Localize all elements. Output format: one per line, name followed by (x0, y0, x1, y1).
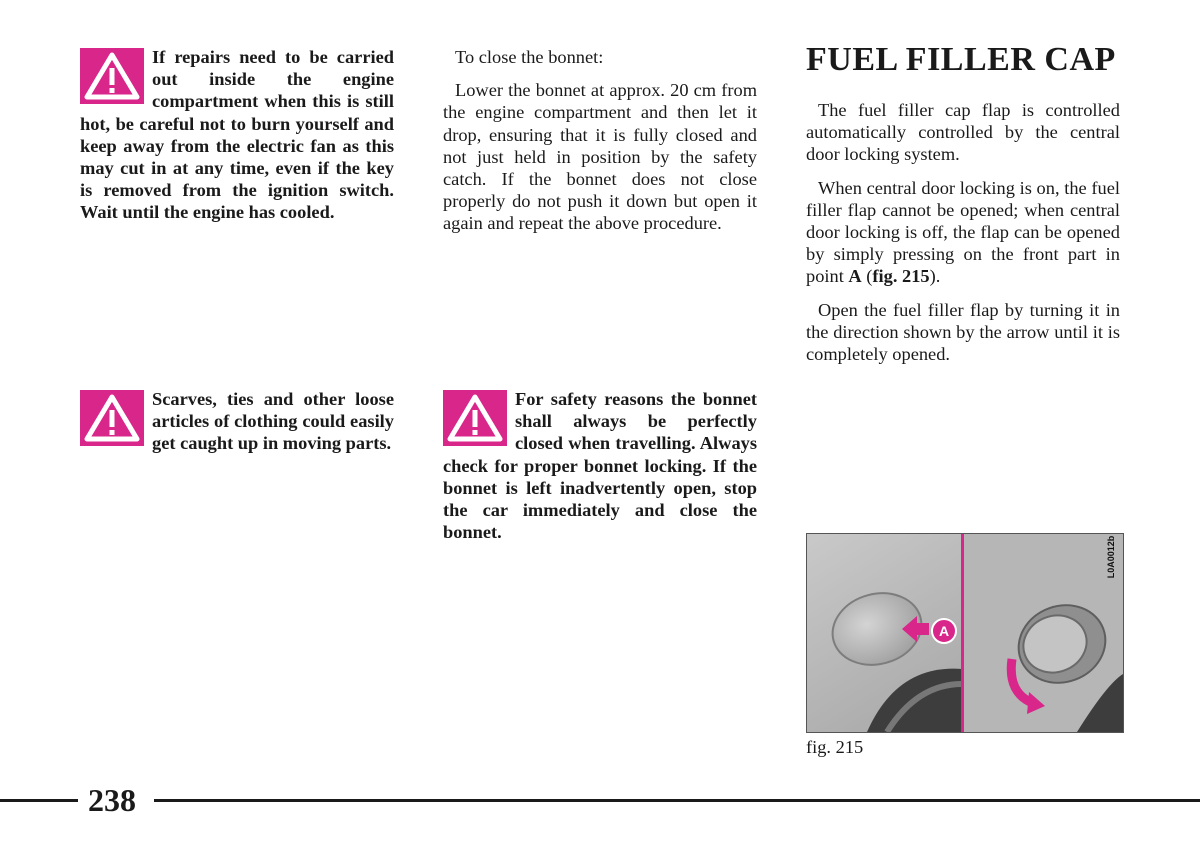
fuel-cap-text (806, 99, 1120, 376)
warning-block-bonnet (443, 388, 757, 543)
warning-triangle-icon (443, 390, 507, 446)
section-title: FUEL FILLER CAP (806, 41, 1116, 78)
warning-triangle-icon (80, 390, 144, 446)
warning-block-clothing (80, 388, 394, 455)
footer-rule-right (154, 799, 1200, 802)
warning-text-hot-engine: If repairs need to be carried out inside the engine compartment when this is still hot, be careful not to burn yourself and keep away from the electric fan as this may cut in at any time, even if the key is removed from the ignition switch. Wait until the engine has cooled. (80, 47, 394, 223)
page-number: 238 (88, 782, 136, 818)
fig-reference: fig. 215 (872, 266, 930, 287)
point-a-label: A (848, 266, 862, 287)
bonnet-intro: To close the bonnet: (455, 47, 604, 67)
warning-triangle-icon (80, 48, 144, 104)
point-a-marker: A (931, 618, 957, 644)
bonnet-procedure: Lower the bonnet at approx. 20 cm from the engine compartment and then let it drop, ensuring that it is fully closed and not just held in position by the safety catch. If the bonnet does not close properly do not push it down but open it again and repeat the above procedure. (443, 80, 757, 234)
footer-rule-left (0, 799, 78, 802)
warning-text-clothing: Scarves, ties and other loose articles of clothing could easily get caught up in moving parts. (152, 389, 394, 454)
warning-text-bonnet: For safety reasons the bonnet shall always be perfectly closed when travelling. Always check for proper bonnet locking. If the bonnet is left inadvertently open, stop the car immediately and close the bonnet. (443, 389, 757, 543)
fuel-cap-p1: The fuel filler cap flap is controlled automatically controlled by the central door locking system. (806, 100, 1120, 165)
figure-code: L0A0012b (1106, 535, 1116, 579)
warning-block-hot-engine (80, 46, 394, 224)
fuel-cap-p3: Open the fuel filler flap by turning it in the direction shown by the arrow until it is completely opened. (806, 299, 1120, 365)
fuel-cap-p2: When central door locking is on, the fuel filler flap cannot be opened; when central door locking is off, the flap can be opened by simply pressing on the front part in point A (fig. 215). (806, 177, 1120, 287)
fuel-flap-illustration (806, 533, 1124, 733)
figure-caption: fig. 215 (806, 737, 864, 757)
bonnet-closing-text (443, 46, 757, 246)
